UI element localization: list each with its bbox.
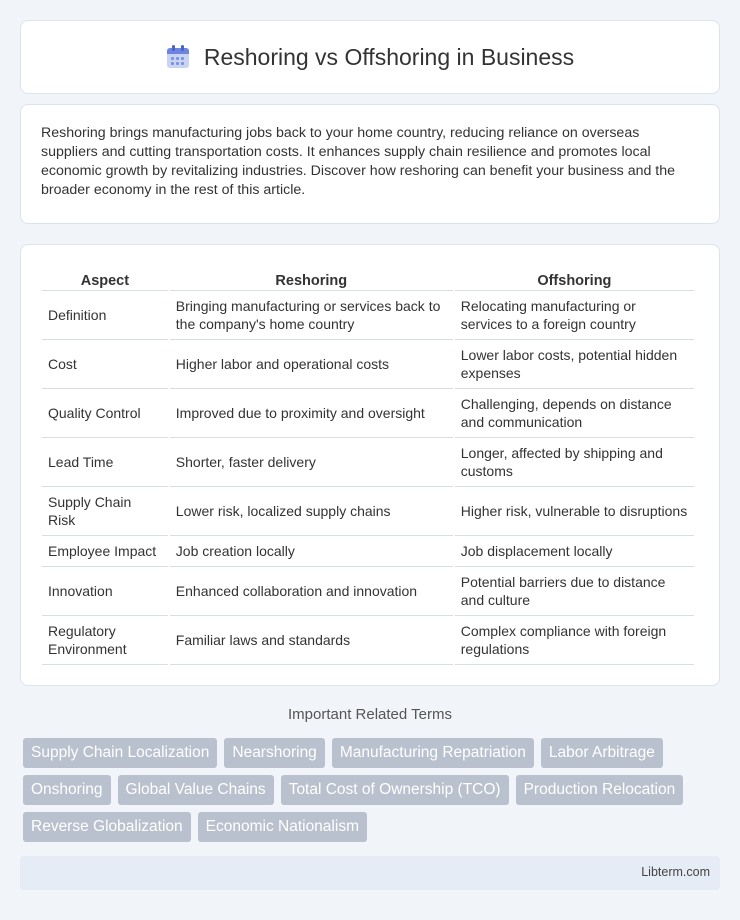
table-cell-aspect: Quality Control xyxy=(42,388,168,437)
related-terms-title: Important Related Terms xyxy=(288,706,452,723)
table-cell-reshoring: Shorter, faster delivery xyxy=(170,437,453,486)
table-row xyxy=(42,615,694,665)
related-term-tag[interactable]: Economic Nationalism xyxy=(198,812,367,842)
table-cell-aspect: Definition xyxy=(42,290,168,339)
table-cell-reshoring: Job creation locally xyxy=(170,535,453,566)
related-term-tag[interactable]: Supply Chain Localization xyxy=(23,738,217,768)
related-terms-list xyxy=(23,738,723,842)
table-cell-aspect: Regulatory Environment xyxy=(42,615,168,665)
related-term-tag[interactable]: Onshoring xyxy=(23,775,111,805)
table-cell-aspect: Supply Chain Risk xyxy=(42,486,168,535)
related-term-tag[interactable]: Global Value Chains xyxy=(118,775,274,805)
footer xyxy=(20,856,720,890)
page-title: Reshoring vs Offshoring in Business xyxy=(203,43,575,70)
table-row xyxy=(42,486,694,535)
table-cell-reshoring: Familiar laws and standards xyxy=(170,615,453,665)
header-card xyxy=(20,20,720,94)
table-header-row xyxy=(42,265,694,290)
table-cell-offshoring: Lower labor costs, potential hidden expenses xyxy=(455,339,694,388)
table-cell-aspect: Lead Time xyxy=(42,437,168,486)
table-row xyxy=(42,290,694,339)
related-term-tag[interactable]: Reverse Globalization xyxy=(23,812,191,842)
table-cell-reshoring: Bringing manufacturing or services back to the company's home country xyxy=(170,290,453,339)
related-term-tag[interactable]: Labor Arbitrage xyxy=(541,738,663,768)
table-cell-offshoring: Challenging, depends on distance and communication xyxy=(455,388,694,437)
table-cell-offshoring: Potential barriers due to distance and culture xyxy=(455,566,694,615)
table-cell-aspect: Innovation xyxy=(42,566,168,615)
table-row xyxy=(42,437,694,486)
intro-text: Reshoring brings manufacturing jobs back to your home country, reducing reliance on overseas suppliers and cutting transportation costs. It enhances supply chain resilience and promotes local economic growth by revitalizing industries. Discover how reshoring can benefit your business and the broader economy in the rest of this article. xyxy=(41,125,676,198)
table-cell-offshoring: Longer, affected by shipping and customs xyxy=(455,437,694,486)
column-header-reshoring: Reshoring xyxy=(275,273,348,289)
related-term-tag[interactable]: Manufacturing Repatriation xyxy=(332,738,534,768)
table-cell-reshoring: Improved due to proximity and oversight xyxy=(170,388,453,437)
table-cell-reshoring: Lower risk, localized supply chains xyxy=(170,486,453,535)
table-cell-offshoring: Job displacement locally xyxy=(455,535,694,566)
table-cell-offshoring: Complex compliance with foreign regulations xyxy=(455,615,694,665)
table-cell-reshoring: Higher labor and operational costs xyxy=(170,339,453,388)
table-cell-aspect: Cost xyxy=(42,339,168,388)
related-term-tag[interactable]: Nearshoring xyxy=(224,738,324,768)
table-cell-offshoring: Higher risk, vulnerable to disruptions xyxy=(455,486,694,535)
footer-site-link[interactable]: Libterm.com xyxy=(641,865,710,879)
table-row xyxy=(42,388,694,437)
intro-card xyxy=(20,104,720,224)
related-term-tag[interactable]: Total Cost of Ownership (TCO) xyxy=(281,775,509,805)
calendar-icon xyxy=(166,45,190,69)
column-header-offshoring: Offshoring xyxy=(537,273,612,289)
comparison-table-card xyxy=(20,244,720,686)
table-cell-offshoring: Relocating manufacturing or services to a foreign country xyxy=(455,290,694,339)
table-row xyxy=(42,535,694,566)
table-row xyxy=(42,566,694,615)
table-cell-reshoring: Enhanced collaboration and innovation xyxy=(170,566,453,615)
related-term-tag[interactable]: Production Relocation xyxy=(516,775,684,805)
comparison-table xyxy=(40,265,696,665)
table-cell-aspect: Employee Impact xyxy=(42,535,168,566)
table-row xyxy=(42,339,694,388)
column-header-aspect: Aspect xyxy=(80,273,130,289)
